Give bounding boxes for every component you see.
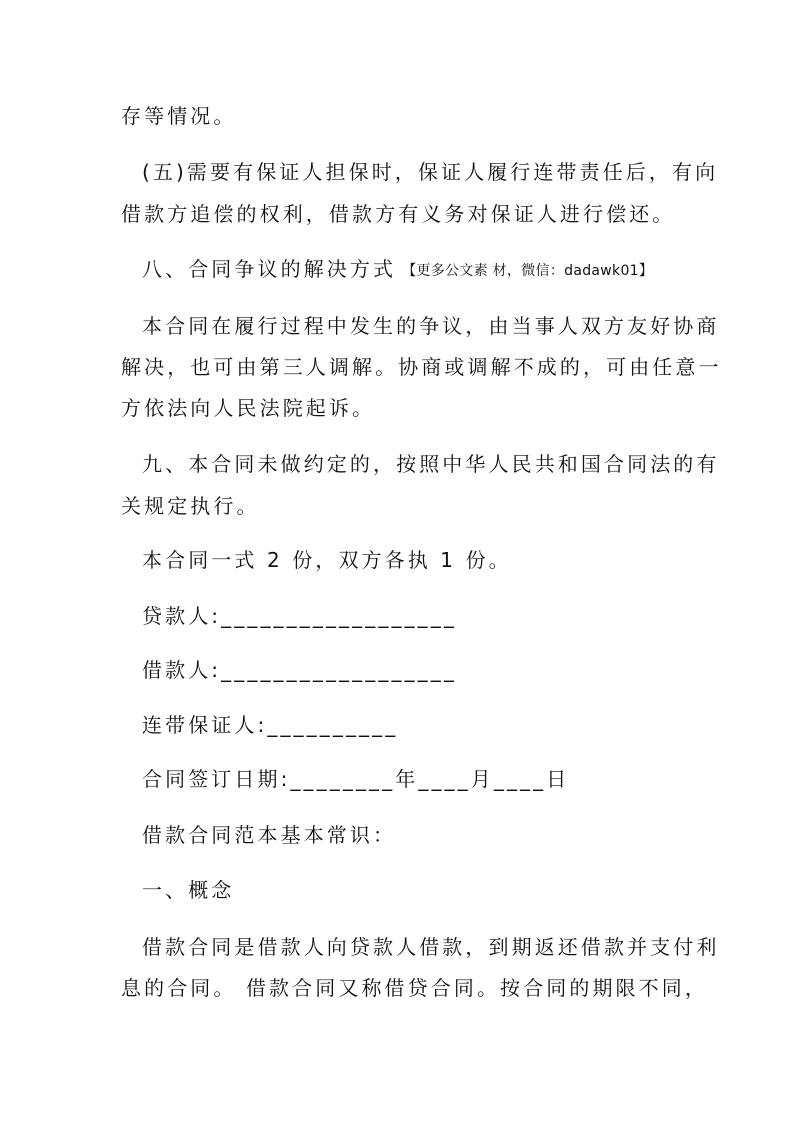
paragraph-line: 方依法向人民法院起诉。 — [121, 396, 376, 420]
section-title: 借款合同范本基本常识： — [142, 823, 397, 847]
borrower-signature-line: 借款人:__________________ — [142, 658, 457, 682]
paragraph-line: 借款方追偿的权利，借款方有义务对保证人进行偿还。 — [121, 202, 676, 226]
lender-signature-line: 贷款人:__________________ — [142, 604, 457, 628]
paragraph-line: 存等情况。 — [121, 104, 237, 128]
paragraph-line: 借款合同是借款人向贷款人借款，到期返还借款并支付利 — [142, 935, 720, 959]
paragraph-line: (五)需要有保证人担保时，保证人履行连带责任后，有向 — [142, 160, 719, 184]
guarantor-signature-line: 连带保证人:__________ — [142, 713, 399, 737]
source-note: 【更多公文素 材，微信：dadawk01】 — [402, 263, 654, 279]
section-heading-line — [142, 257, 702, 283]
paragraph-line: 本合同在履行过程中发生的争议，由当事人双方友好协商 — [142, 314, 720, 338]
section-heading: 八、合同争议的解决方式 — [142, 257, 397, 281]
subsection-title: 一、概念 — [142, 878, 235, 902]
paragraph-line: 关规定执行。 — [121, 494, 260, 518]
paragraph-line: 解决，也可由第三人调解。协商或调解不成的，可由任意一 — [121, 355, 722, 379]
paragraph-line: 本合同一式 2 份，双方各执 1 份。 — [142, 548, 512, 572]
contract-date-line: 合同签订日期:________年____月____日 — [142, 767, 570, 791]
paragraph-line: 九、本合同未做约定的，按照中华人民共和国合同法的有 — [142, 452, 720, 476]
paragraph-line: 息的合同。 借款合同又称借贷合同。按合同的期限不同， — [121, 976, 708, 1000]
